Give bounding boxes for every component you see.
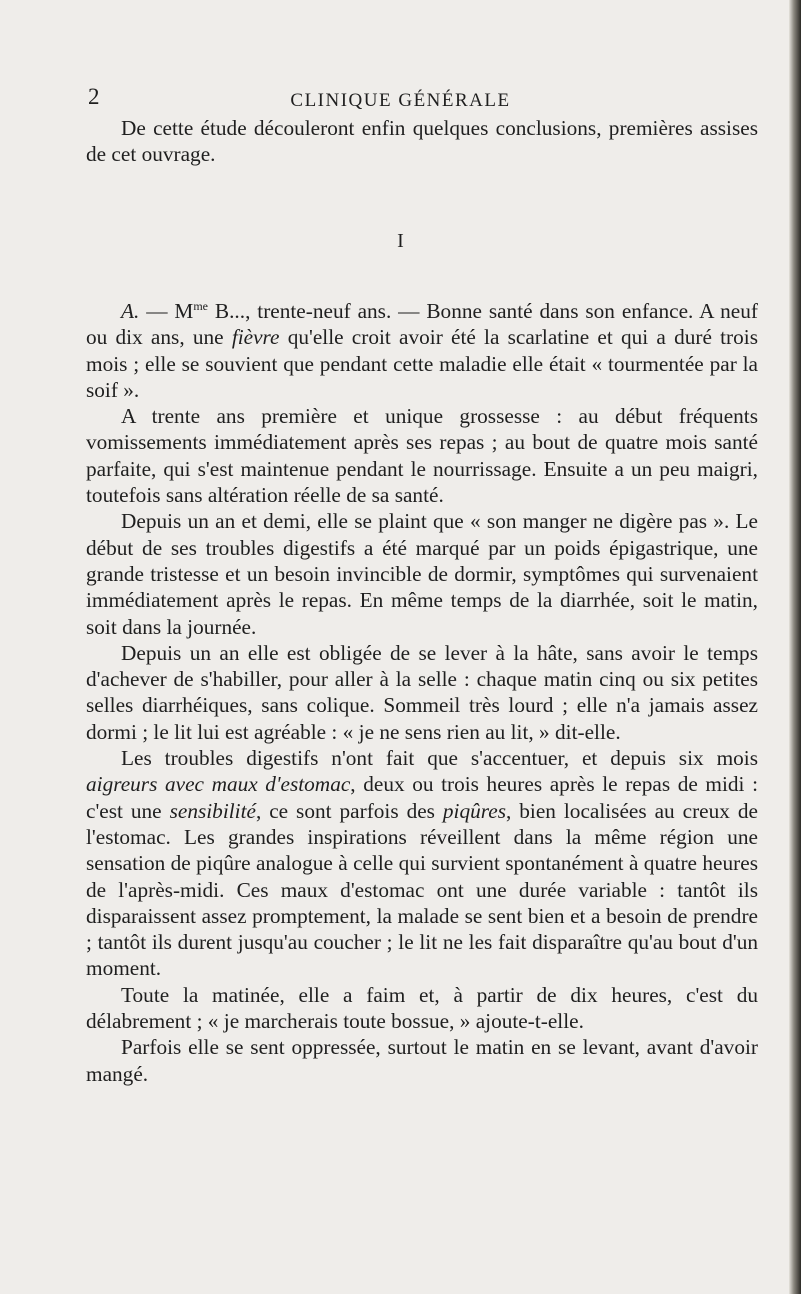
patient-superscript: me [193,299,209,313]
case-paragraph-5 [86,745,758,982]
case-p5-b: , deux ou trois heures après le repas de midi : c'est une [86,772,758,823]
case-p5-c: , ce sont parfois des [255,798,443,823]
case-paragraph-2: A trente ans première et unique grossesse : au début fréquents vomissements immédiatement après ses repas ; au bout de quatre mois santé parfaite, qui s'est maintenue pendant le nourrissage. Ensuite a un peu maigri, toutefois sans altération réelle de sa santé. [86,404,758,508]
intro-paragraph: De cette étude découleront enfin quelques conclusions, premières assises de cet ouvrage. [86,116,758,167]
case-p5-emphasis-3: piqûres [442,798,507,823]
patient-prefix: — M [139,299,194,323]
page-edge-shadow [789,0,801,1294]
case-p5-emphasis-2: sensibilité [169,798,256,823]
case-p1-emphasis: fièvre [231,325,280,350]
section-numeral: I [397,230,404,252]
case-paragraph-6: Toute la matinée, elle a faim et, à partir de dix heures, c'est du délabrement ; « je marcherais toute bossue, » ajoute-t-elle. [86,982,758,1034]
case-letter: A. [121,299,140,323]
case-paragraph-4: Depuis un an elle est obligée de se lever à la hâte, sans avoir le temps d'achever de s'habiller, pour aller à la selle : chaque matin cinq ou six petites selles diarrhéiques, sans colique. Sommeil très lourd ; elle n'a jamais assez dormi ; le lit lui est agréable : « je ne sens rien au lit, » dit-elle. [86,640,758,744]
case-paragraph-7: Parfois elle se sent oppressée, surtout le matin en se levant, avant d'avoir mangé. [86,1035,758,1086]
case-p5-a: Les troubles digestifs n'ont fait que s'accentuer, et depuis six mois [121,746,758,771]
running-title: CLINIQUE GÉNÉRALE [290,90,511,111]
case-paragraph-1 [86,298,758,403]
page-number: 2 [88,84,100,109]
intro-paragraph-block [86,115,758,168]
case-report [86,298,758,1087]
case-p5-emphasis-1: aigreurs avec maux d'estomac [86,772,351,797]
case-p1-end: qu'elle croit avoir été la scarlatine et qui a duré trois mois ; elle se souvient que pendant cette maladie elle était « tourmentée par la soif ». [86,325,758,402]
case-p5-d: , bien localisées au creux de l'estomac. Les grandes inspirations réveillent dans la même région une sensation de piqûre analogue à celle qui survient spontanément à quatre heures de l'après-midi. Ces maux d'estomac ont une durée variable : tantôt ils disparaissent assez promptement, la malade se sent bien et a besoin de prendre ; tantôt ils durent jusqu'au coucher ; le lit ne les fait disparaître qu'au bout d'un moment. [86,798,758,981]
case-p1-text: B..., trente-neuf ans. — Bonne santé dans son enfance. A neuf ou dix ans, une [86,299,758,350]
case-paragraph-3: Depuis un an et demi, elle se plaint que « son manger ne digère pas ». Le début de ses troubles digestifs a été marqué par un poids épigastrique, une grande tristesse et un besoin invincible de dormir, symptômes qui survenaient immédiatement après le repas. En même temps de la diarrhée, soit le matin, soit dans la journée. [86,509,758,639]
